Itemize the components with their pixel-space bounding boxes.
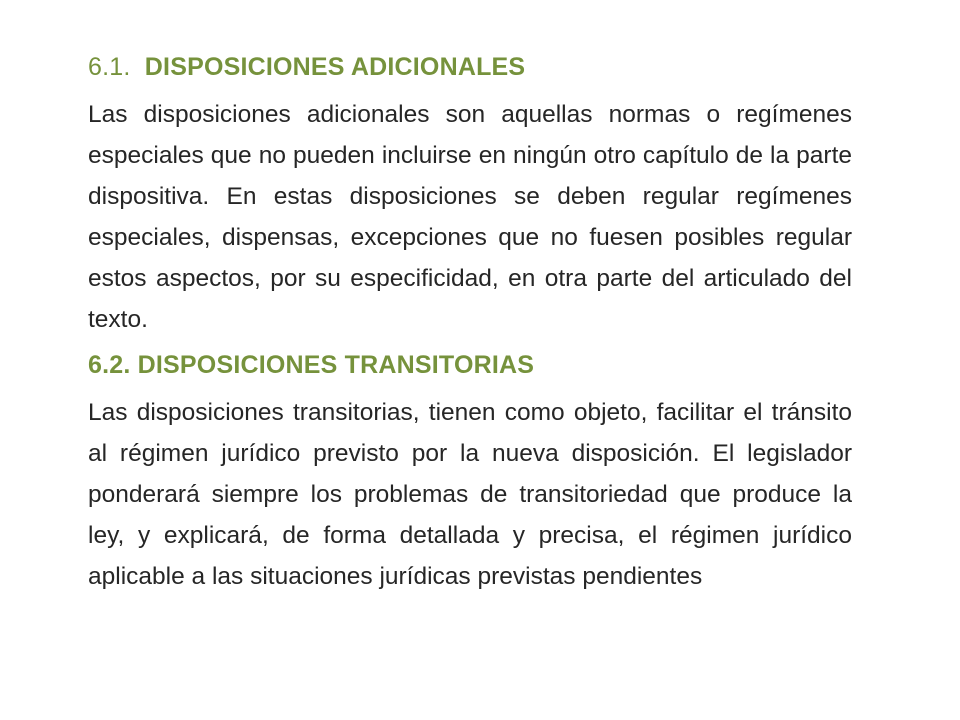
section-title: DISPOSICIONES ADICIONALES: [144, 53, 526, 81]
section-number: 6.1.: [88, 53, 131, 81]
section-body-transitorias: Las disposiciones transitorias, tienen como objeto, facilitar el tránsito al régimen jurídico previsto por la nueva disposición. El legislador ponderará siempre los problemas de transitoriedad que produce la ley, y explicará, de forma detallada y precisa, el régimen jurídico aplicable a las situaciones jurídicas previstas pendientes: [88, 399, 852, 590]
section-number: 6.2.: [88, 351, 131, 379]
section-title: DISPOSICIONES TRANSITORIAS: [137, 351, 535, 379]
section-heading-transitorias: [88, 348, 852, 382]
section-body-adicionales: Las disposiciones adicionales son aquellas normas o regímenes especiales que no pueden incluirse en ningún otro capítulo de la parte dispositiva. En estas disposiciones se deben regular regímenes especiales, dispensas, excepciones que no fuesen posibles regular estos aspectos, por su especificidad, en otra parte del articulado del texto.: [88, 101, 852, 333]
slide-content: [88, 50, 852, 605]
section-heading-adicionales: [88, 50, 852, 84]
